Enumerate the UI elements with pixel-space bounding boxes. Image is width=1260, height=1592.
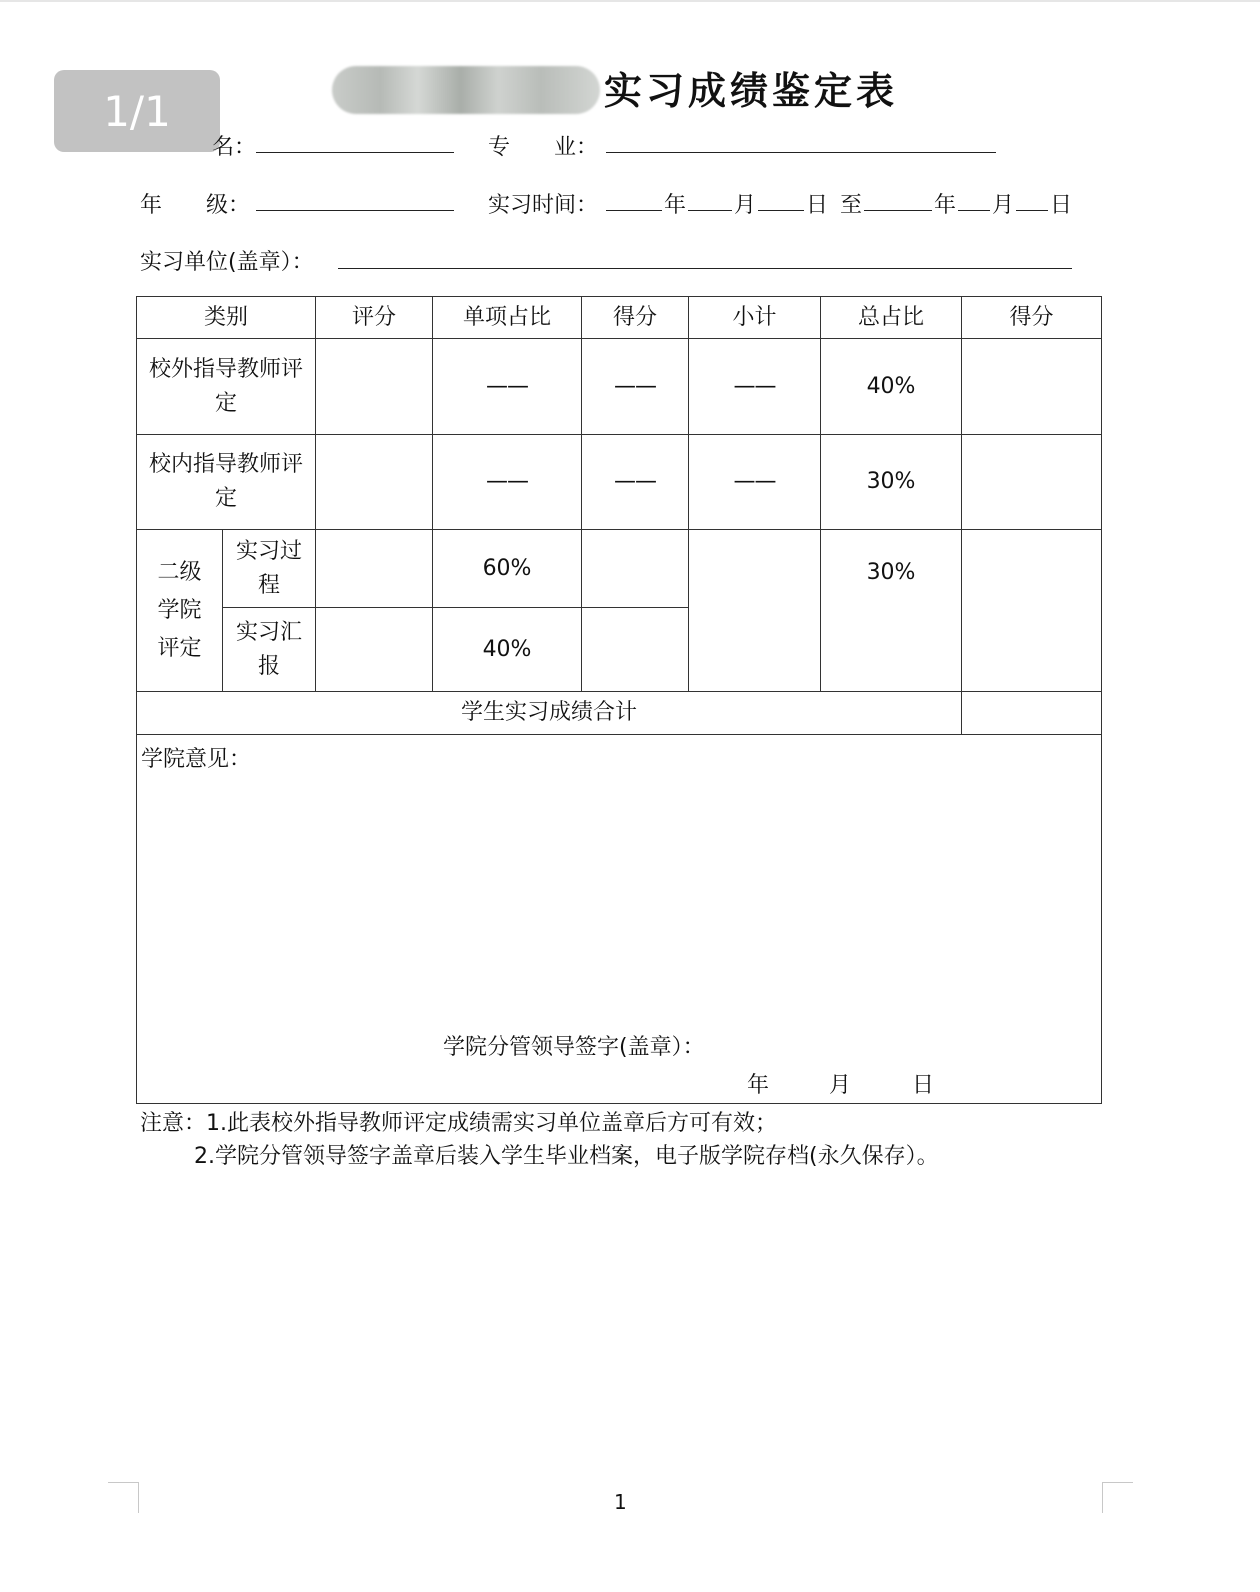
total-ratio-cell: 40%: [821, 339, 962, 435]
period-year1-field[interactable]: [606, 210, 662, 211]
score-cell: ——: [582, 339, 689, 435]
opinion-cell[interactable]: [137, 735, 1102, 1104]
page-number: 1: [614, 1490, 627, 1514]
opinion-date-day: 日: [912, 1073, 935, 1098]
note-line-2: 2.学院分管领导签字盖章后装入学生毕业档案，电子版学院存档(永久保存）。: [194, 1144, 939, 1169]
table-row: [137, 435, 1102, 530]
total-ratio-cell: 30%: [821, 435, 962, 530]
subtotal-cell: ——: [689, 435, 821, 530]
ratio-cell: ——: [433, 435, 582, 530]
table-opinion-row: [137, 735, 1102, 1104]
name-field[interactable]: [256, 152, 454, 153]
period-month2-field[interactable]: [958, 210, 990, 211]
redacted-school-name: [332, 66, 600, 114]
rating-cell[interactable]: [316, 530, 433, 608]
table-header-row: [137, 297, 1102, 339]
score-cell[interactable]: [582, 608, 689, 692]
subtotal-cell: ——: [689, 339, 821, 435]
viewer-top-border: [0, 0, 1260, 2]
category-college: 二级学院评定: [137, 530, 223, 692]
category-internal-teacher: 校内指导教师评定: [137, 435, 316, 530]
period-day1-field[interactable]: [758, 210, 804, 211]
page-title: 实习成绩鉴定表: [604, 69, 899, 113]
period-year2-unit: 年: [934, 193, 957, 218]
table-row: [137, 530, 1102, 608]
header-category: 类别: [137, 297, 316, 339]
name-label: 名：: [212, 135, 257, 160]
period-day2-field[interactable]: [1016, 210, 1048, 211]
major-field[interactable]: [606, 152, 996, 153]
rating-cell[interactable]: [316, 339, 433, 435]
score-table: [136, 296, 1102, 1104]
note-line-1: 注意：1.此表校外指导教师评定成绩需实习单位盖章后方可有效；: [140, 1111, 777, 1136]
total-label: 学生实习成绩合计: [137, 692, 962, 735]
period-day1-unit: 日: [806, 193, 829, 218]
score-cell: ——: [582, 435, 689, 530]
table-total-row: [137, 692, 1102, 735]
period-year2-field[interactable]: [864, 210, 932, 211]
final-score-cell[interactable]: [962, 435, 1102, 530]
page-indicator: 1/1: [54, 70, 220, 152]
ratio-cell: 60%: [433, 530, 582, 608]
opinion-label: 学院意见：: [141, 747, 252, 772]
total-score-cell[interactable]: [962, 692, 1102, 735]
final-score-cell[interactable]: [962, 339, 1102, 435]
period-to: 至: [840, 193, 863, 218]
major-label: 专 业：: [488, 135, 599, 160]
page-corner-left-mark: [108, 1482, 139, 1513]
header-final-score: 得分: [962, 297, 1102, 339]
sub-category-process: 实习过程: [223, 530, 316, 608]
rating-cell[interactable]: [316, 435, 433, 530]
period-label: 实习时间：: [488, 193, 599, 218]
rating-cell[interactable]: [316, 608, 433, 692]
header-item-ratio: 单项占比: [433, 297, 582, 339]
category-external-teacher: 校外指导教师评定: [137, 339, 316, 435]
grade-label: 年 级：: [140, 193, 251, 218]
header-subtotal: 小计: [689, 297, 821, 339]
header-score: 得分: [582, 297, 689, 339]
opinion-date-month: 月: [829, 1073, 852, 1098]
score-cell[interactable]: [582, 530, 689, 608]
grade-field[interactable]: [256, 210, 454, 211]
period-day2-unit: 日: [1050, 193, 1073, 218]
total-ratio-cell: 30%: [821, 530, 962, 692]
page-corner-right-mark: [1102, 1482, 1133, 1513]
header-total-ratio: 总占比: [821, 297, 962, 339]
ratio-cell: ——: [433, 339, 582, 435]
header-rating: 评分: [316, 297, 433, 339]
table-row: [137, 339, 1102, 435]
unit-label: 实习单位(盖章）：: [140, 250, 314, 275]
period-month1-field[interactable]: [688, 210, 732, 211]
final-score-cell[interactable]: [962, 530, 1102, 692]
unit-field[interactable]: [338, 268, 1072, 269]
opinion-date-year: 年: [747, 1073, 770, 1098]
ratio-cell: 40%: [433, 608, 582, 692]
signature-label: 学院分管领导签字(盖章）：: [443, 1035, 705, 1060]
period-month2-unit: 月: [992, 193, 1015, 218]
period-month1-unit: 月: [734, 193, 757, 218]
subtotal-cell[interactable]: [689, 530, 821, 692]
sub-category-report: 实习汇报: [223, 608, 316, 692]
period-year1-unit: 年: [664, 193, 687, 218]
